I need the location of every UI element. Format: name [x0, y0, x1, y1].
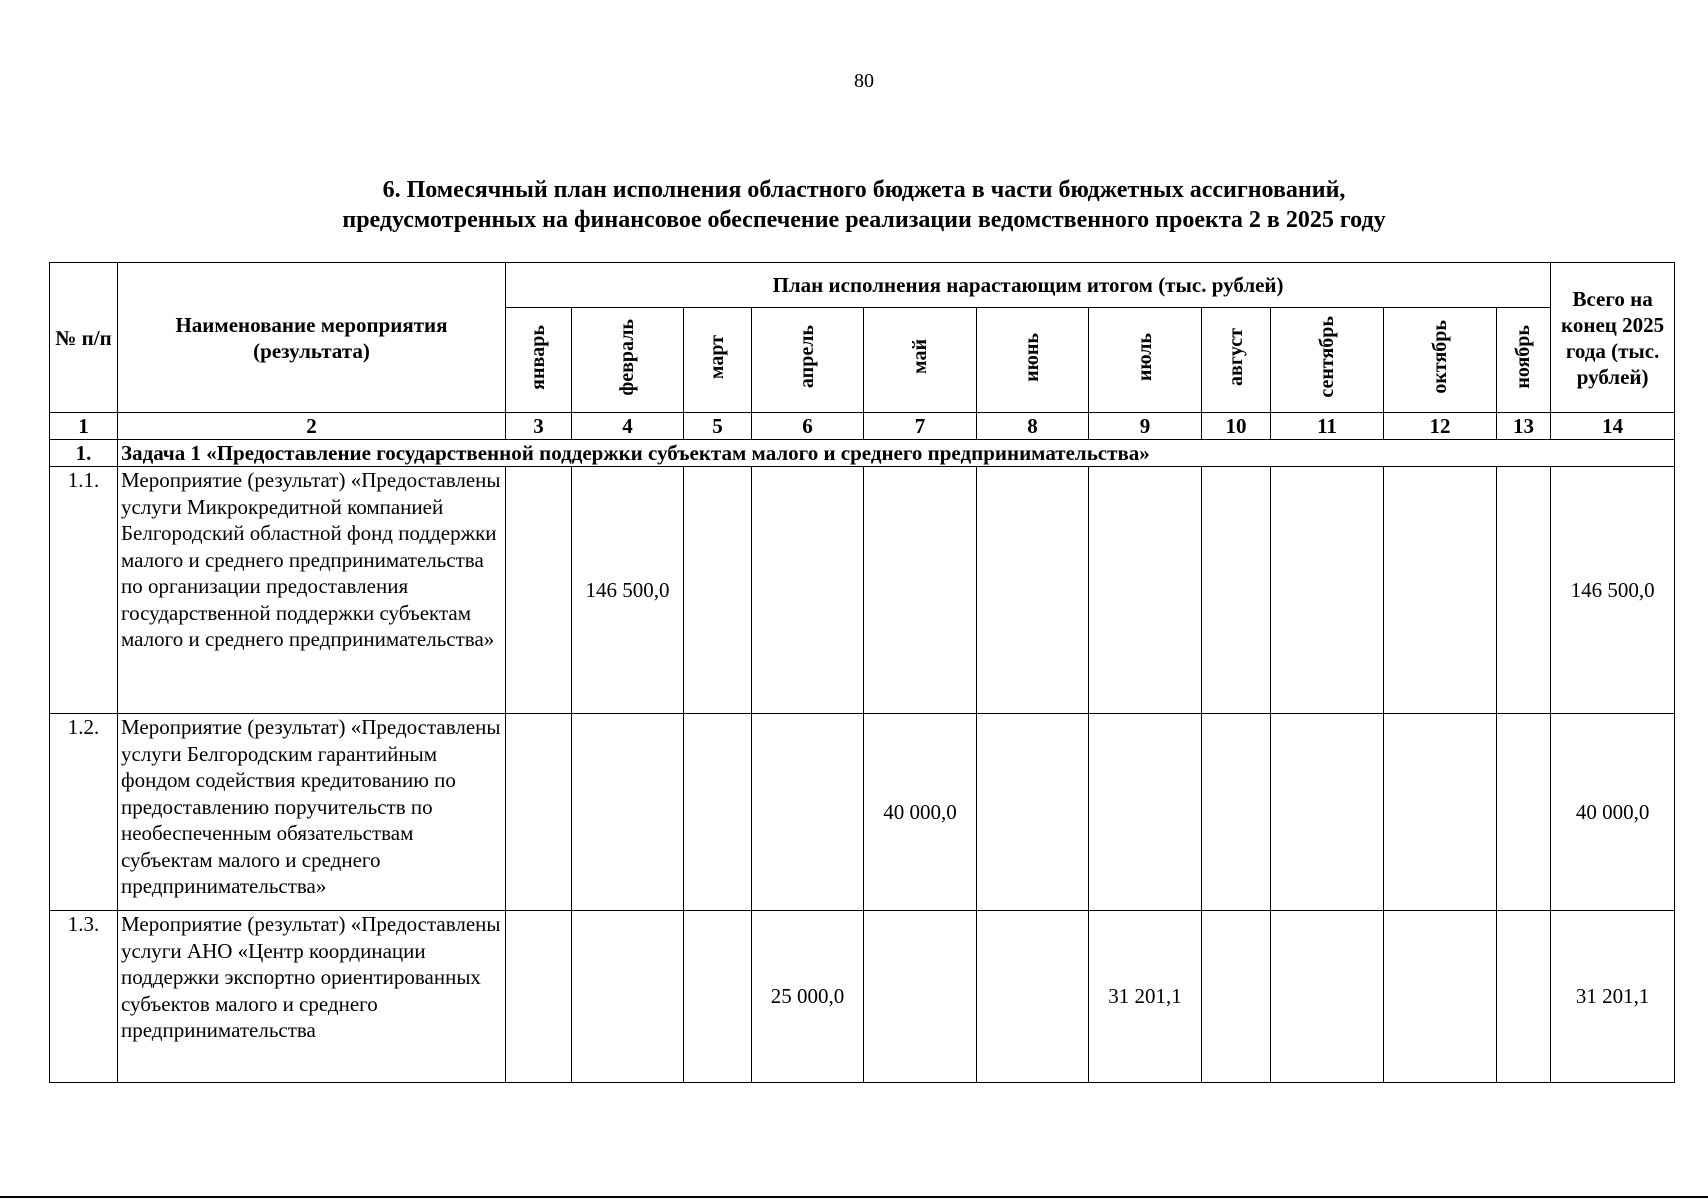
row-name: Мероприятие (результат) «Предоставлены услуги Белгородским гарантийным фондом содействия кредитованию по предоставлению поручительств по необеспеченным обязательствам субъектам малого и среднего предпринимательства»	[118, 714, 506, 911]
column-number: 8	[977, 413, 1089, 440]
header-plan: План исполнения нарастающим итогом (тыс. рублей)	[506, 263, 1551, 308]
month-header	[506, 308, 572, 413]
row-number: 1.3.	[50, 911, 118, 1083]
month-value-cell: 31 201,1	[1089, 911, 1202, 1083]
table-row	[50, 911, 1675, 1083]
month-label: март	[706, 334, 728, 380]
column-number: 12	[1384, 413, 1497, 440]
month-label: май	[908, 339, 931, 375]
month-value-cell	[572, 911, 684, 1083]
month-value-cell	[506, 467, 572, 714]
month-value-cell	[977, 714, 1089, 911]
month-value-cell	[506, 911, 572, 1083]
month-value-cell	[1271, 911, 1384, 1083]
bottom-rule	[0, 1196, 1708, 1198]
month-value-cell	[572, 714, 684, 911]
column-number: 3	[506, 413, 572, 440]
title-line-2: предусмотренных на финансовое обеспечение реализации ведомственного проекта 2 в 2025 году	[342, 207, 1386, 233]
column-number: 1	[50, 413, 118, 440]
month-value-cell	[1384, 714, 1497, 911]
task-name: Задача 1 «Предоставление государственной поддержки субъектам малого и среднего предпринимательства»	[118, 440, 1675, 467]
table-row	[50, 467, 1675, 714]
month-header	[1089, 308, 1202, 413]
task-row	[50, 440, 1675, 467]
month-value-cell	[684, 714, 752, 911]
month-label: январь	[527, 324, 549, 390]
month-value-cell	[977, 467, 1089, 714]
row-name: Мероприятие (результат) «Предоставлены услуги АНО «Центр координации поддержки экспортно ориентированных субъектов малого и среднего предпринимательства	[118, 911, 506, 1083]
column-number: 2	[118, 413, 506, 440]
budget-plan-table	[49, 262, 1675, 1083]
month-header	[1271, 308, 1384, 413]
month-value-cell	[1497, 467, 1551, 714]
column-number: 5	[684, 413, 752, 440]
month-value-cell: 146 500,0	[572, 467, 684, 714]
month-value-cell: 40 000,0	[864, 714, 977, 911]
month-value-cell	[864, 467, 977, 714]
row-total: 31 201,1	[1551, 911, 1675, 1083]
month-header	[977, 308, 1089, 413]
column-number: 11	[1271, 413, 1384, 440]
column-number: 4	[572, 413, 684, 440]
month-header	[1497, 308, 1551, 413]
month-header	[572, 308, 684, 413]
month-header	[1384, 308, 1497, 413]
month-value-cell	[1202, 911, 1271, 1083]
column-number: 6	[752, 413, 864, 440]
month-label: октябрь	[1428, 320, 1451, 394]
month-value-cell	[684, 911, 752, 1083]
task-num: 1.	[50, 440, 118, 467]
row-total: 40 000,0	[1551, 714, 1675, 911]
title-line-1: 6. Помесячный план исполнения областного бюджета в части бюджетных ассигнований,	[382, 177, 1346, 203]
row-number: 1.1.	[50, 467, 118, 714]
column-number: 13	[1497, 413, 1551, 440]
month-label: август	[1224, 328, 1247, 386]
month-label: июнь	[1021, 332, 1043, 382]
month-label: сентябрь	[1315, 316, 1338, 398]
column-number: 10	[1202, 413, 1271, 440]
month-value-cell	[752, 467, 864, 714]
month-value-cell	[1384, 467, 1497, 714]
month-label: июль	[1133, 332, 1156, 382]
row-name: Мероприятие (результат) «Предоставлены услуги Микрокредитной компанией Белгородский областной фонд поддержки малого и среднего предпринимательства по организации предоставления государственной поддержки субъектам малого и среднего предпринимательства»	[118, 467, 506, 714]
header-name: Наименование мероприятия (результата)	[118, 263, 506, 413]
month-label: ноябрь	[1512, 325, 1535, 389]
month-value-cell	[1202, 714, 1271, 911]
month-value-cell	[1089, 714, 1202, 911]
month-value-cell	[1384, 911, 1497, 1083]
month-value-cell	[752, 714, 864, 911]
header-total: Всего на конец 2025 года (тыс. рублей)	[1551, 263, 1675, 413]
month-value-cell	[506, 714, 572, 911]
month-value-cell	[1089, 467, 1202, 714]
row-total: 146 500,0	[1551, 467, 1675, 714]
table-row	[50, 714, 1675, 911]
month-value-cell	[1202, 467, 1271, 714]
month-value-cell	[1497, 714, 1551, 911]
row-number: 1.2.	[50, 714, 118, 911]
month-value-cell	[1497, 911, 1551, 1083]
month-value-cell	[977, 911, 1089, 1083]
month-header	[864, 308, 977, 413]
column-numbers-row	[50, 413, 1675, 440]
page-number: 80	[854, 70, 874, 92]
column-number: 9	[1089, 413, 1202, 440]
column-number: 14	[1551, 413, 1675, 440]
header-num: № п/п	[50, 263, 118, 413]
month-value-cell	[1271, 714, 1384, 911]
month-header	[684, 308, 752, 413]
month-label: апрель	[796, 325, 818, 389]
column-number: 7	[864, 413, 977, 440]
month-value-cell	[684, 467, 752, 714]
month-value-cell: 25 000,0	[752, 911, 864, 1083]
month-header	[752, 308, 864, 413]
month-value-cell	[1271, 467, 1384, 714]
document-title	[0, 175, 1708, 235]
month-label: февраль	[616, 318, 638, 396]
month-value-cell	[864, 911, 977, 1083]
month-header	[1202, 308, 1271, 413]
